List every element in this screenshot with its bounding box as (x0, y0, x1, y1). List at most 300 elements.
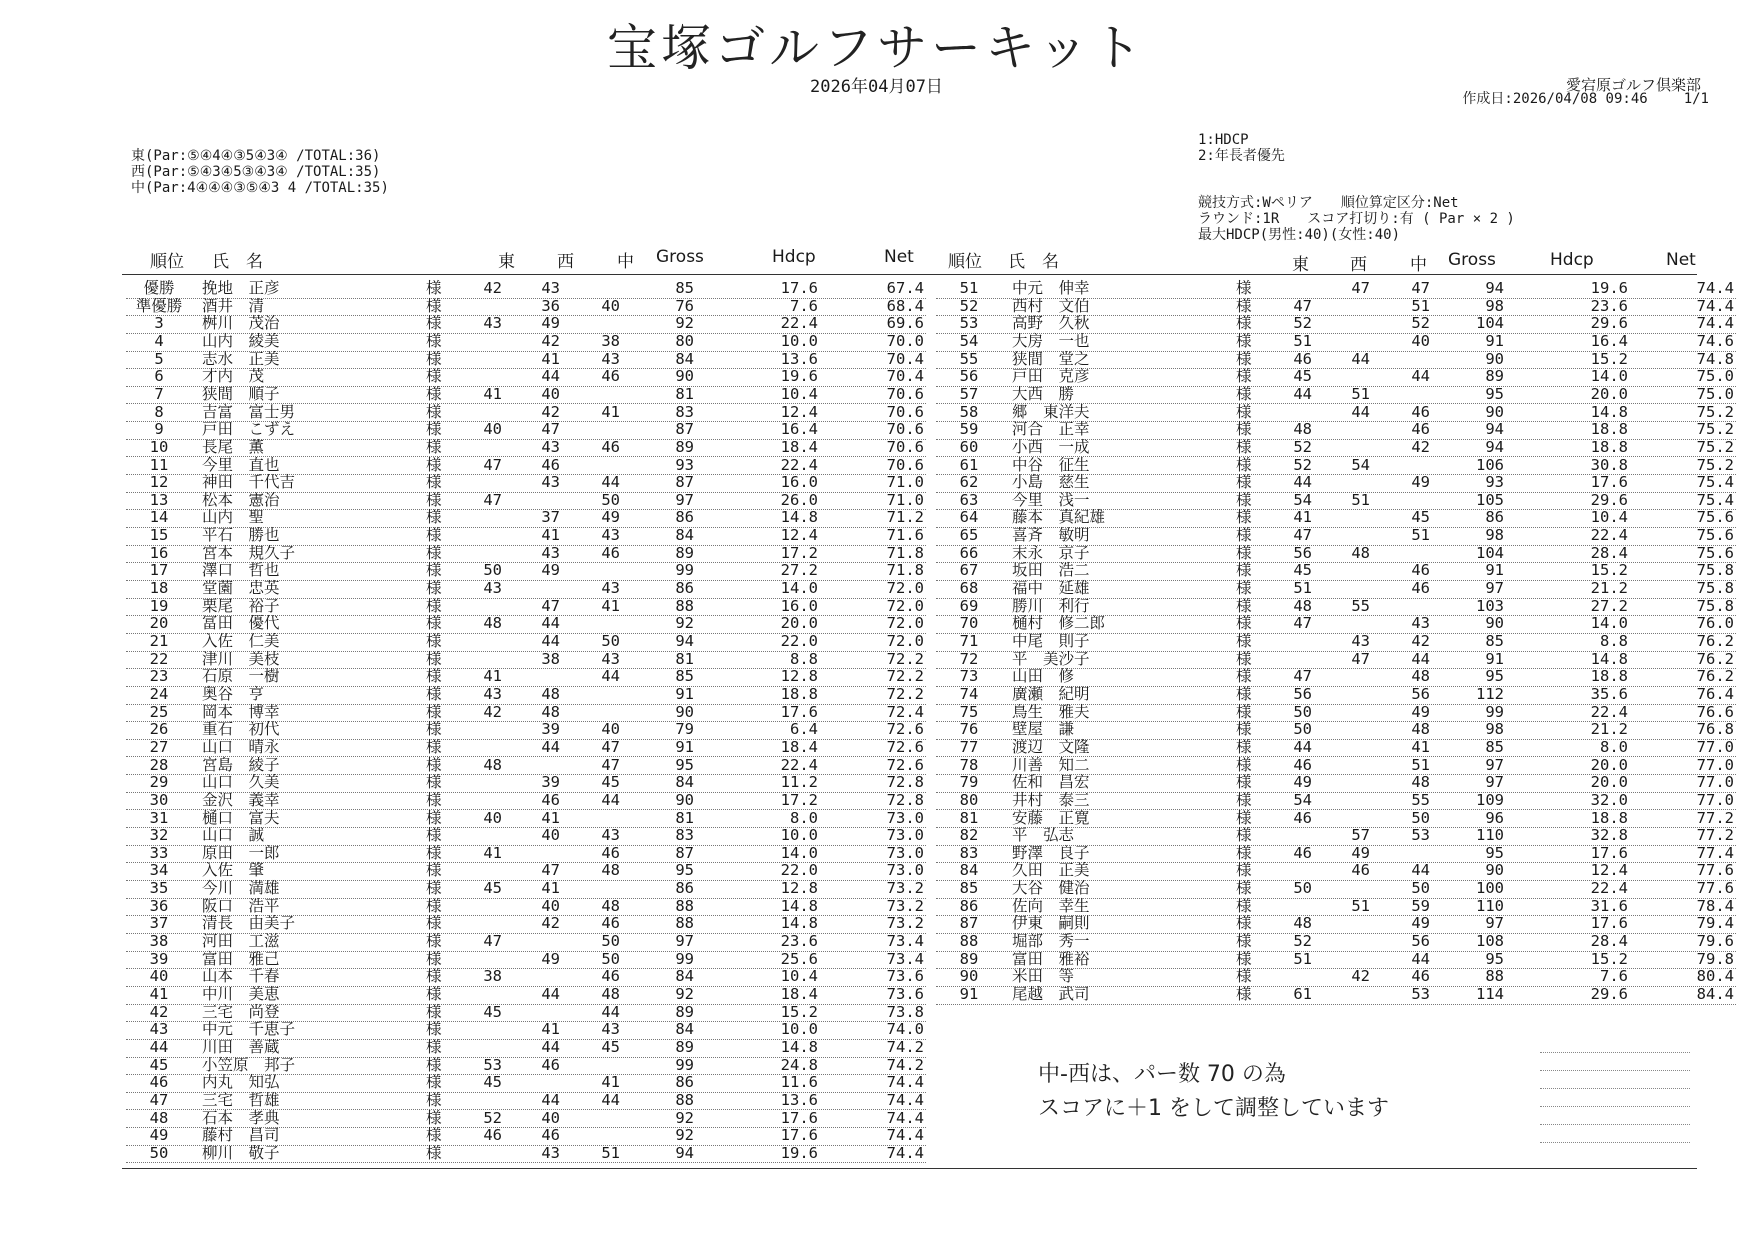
cell-hdcp: 20.0 (1590, 755, 1628, 774)
cell-name: 岡本 博幸 (202, 702, 280, 721)
cell-rank: 25 (149, 702, 169, 721)
cell-gross: 94 (1485, 437, 1504, 456)
result-row (936, 933, 1736, 952)
result-row (936, 421, 1736, 440)
cell-mid: 43 (601, 1020, 620, 1039)
cell-honorific: 様 (426, 296, 442, 315)
cell-honorific: 様 (426, 508, 442, 527)
cell-west: 39 (541, 773, 560, 792)
cell-rank: 53 (959, 314, 979, 333)
cell-rank: 43 (149, 1020, 169, 1039)
result-row (936, 386, 1736, 405)
cell-honorific: 様 (426, 879, 442, 898)
result-row (126, 880, 926, 899)
cell-gross: 103 (1476, 596, 1504, 615)
cell-gross: 95 (1485, 949, 1504, 968)
cell-net: 75.0 (1696, 384, 1734, 403)
cell-name: 入佐 仁美 (202, 632, 280, 650)
cell-rank: 45 (149, 1055, 169, 1074)
cell-rank: 32 (149, 826, 169, 845)
cell-name: 井村 泰三 (1012, 790, 1090, 809)
cell-west: 51 (1351, 896, 1370, 915)
cell-west: 41 (541, 808, 560, 827)
setting-format: 競技方式:Wペリア 順位算定区分:Net (1198, 195, 1459, 211)
cell-net: 74.4 (1696, 296, 1734, 315)
cell-mid: 47 (601, 737, 620, 756)
blank-line (1540, 1124, 1690, 1125)
cell-mid: 44 (1411, 861, 1430, 880)
cell-honorific: 様 (1236, 473, 1252, 492)
cell-honorific: 様 (426, 420, 442, 439)
header-hdcp: Hdcp (772, 247, 816, 267)
cell-rank: 優勝 (143, 279, 175, 297)
cell-name: 喜斉 敏明 (1012, 526, 1090, 545)
cell-honorific: 様 (1236, 561, 1252, 580)
cell-net: 75.8 (1696, 596, 1734, 615)
cell-hdcp: 21.2 (1590, 720, 1628, 739)
cell-gross: 92 (675, 314, 694, 333)
cell-net: 77.2 (1696, 826, 1734, 845)
cell-west: 47 (541, 861, 560, 880)
cell-rank: 34 (149, 861, 169, 880)
cell-net: 75.2 (1696, 420, 1734, 439)
cell-rank: 12 (149, 473, 169, 492)
cell-rank: 39 (149, 949, 169, 968)
cell-west: 44 (1351, 349, 1370, 368)
cell-net: 77.6 (1696, 879, 1734, 898)
cell-gross: 88 (675, 914, 694, 933)
cell-hdcp: 11.2 (780, 773, 818, 792)
cell-honorific: 様 (1236, 737, 1252, 756)
cell-gross: 88 (675, 1090, 694, 1109)
cell-net: 80.4 (1696, 967, 1734, 986)
cell-net: 73.4 (886, 932, 924, 951)
cell-gross: 88 (1485, 967, 1504, 986)
cell-rank: 18 (149, 579, 169, 598)
cell-honorific: 様 (426, 985, 442, 1003)
cell-rank: 16 (149, 543, 169, 562)
cell-gross: 91 (675, 737, 694, 756)
cell-east: 41 (1293, 508, 1312, 527)
cell-east: 42 (483, 702, 502, 721)
cell-hdcp: 31.6 (1590, 896, 1628, 915)
cell-honorific: 様 (1236, 614, 1252, 633)
cell-gross: 91 (1485, 649, 1504, 668)
cell-name: 重石 初代 (202, 720, 280, 739)
header-hdcp-right: Hdcp (1550, 250, 1594, 270)
cell-name: 阪口 浩平 (202, 896, 280, 915)
cell-mid: 46 (1411, 402, 1430, 421)
cell-net: 74.4 (886, 1126, 924, 1145)
cell-rank: 49 (149, 1126, 169, 1145)
cell-rank: 59 (959, 420, 979, 439)
cell-name: 富田 雅裕 (1012, 949, 1090, 968)
cell-net: 74.4 (886, 1108, 924, 1127)
cell-gross: 93 (1485, 473, 1504, 492)
cell-west: 42 (541, 331, 560, 350)
cell-net: 76.2 (1696, 632, 1734, 650)
cell-mid: 44 (601, 1090, 620, 1109)
header-rule (122, 274, 1697, 275)
cell-honorific: 様 (426, 1143, 442, 1162)
result-row (126, 527, 926, 546)
cell-honorific: 様 (1236, 314, 1252, 333)
cell-rank: 63 (959, 490, 979, 509)
cell-honorific: 様 (426, 896, 442, 915)
cell-mid: 50 (1411, 808, 1430, 827)
cell-honorific: 様 (426, 967, 442, 986)
result-row (936, 880, 1736, 899)
cell-mid: 40 (601, 296, 620, 315)
cell-name: 柳川 敬子 (202, 1143, 280, 1162)
cell-net: 72.0 (886, 596, 924, 615)
cell-rank: 19 (149, 596, 169, 615)
cell-net: 73.6 (886, 967, 924, 986)
cell-west: 42 (1351, 967, 1370, 986)
cell-west: 40 (541, 384, 560, 403)
cell-net: 73.0 (886, 843, 924, 862)
cell-rank: 10 (149, 437, 169, 456)
cell-hdcp: 17.6 (780, 1126, 818, 1145)
cell-honorific: 様 (1236, 543, 1252, 562)
cell-rank: 38 (149, 932, 169, 951)
cell-honorific: 様 (426, 1020, 442, 1039)
result-row (126, 1092, 926, 1111)
cell-rank: 6 (154, 367, 164, 386)
header-gross: Gross (656, 247, 704, 267)
result-row (126, 439, 926, 458)
cell-mid: 42 (1411, 632, 1430, 650)
cell-gross: 81 (675, 649, 694, 668)
cell-honorific: 様 (426, 402, 442, 421)
cell-rank: 33 (149, 843, 169, 862)
cell-net: 70.6 (886, 437, 924, 456)
cell-gross: 90 (1485, 614, 1504, 633)
cell-mid: 50 (601, 949, 620, 968)
cell-rank: 80 (959, 790, 979, 809)
cell-net: 70.0 (886, 331, 924, 350)
cell-rank: 23 (149, 667, 169, 686)
cell-mid: 52 (1411, 314, 1430, 333)
cell-honorific: 様 (1236, 579, 1252, 598)
cell-hdcp: 32.0 (1590, 790, 1628, 809)
cell-honorific: 様 (1236, 526, 1252, 545)
cell-rank: 4 (154, 331, 164, 350)
cell-honorific: 様 (1236, 349, 1252, 368)
cell-east: 50 (1293, 702, 1312, 721)
cell-mid: 56 (1411, 932, 1430, 951)
cell-west: 49 (541, 949, 560, 968)
blank-line (1540, 1088, 1690, 1089)
cell-mid: 43 (601, 526, 620, 545)
cell-honorific: 様 (1236, 684, 1252, 703)
cell-east: 47 (483, 932, 502, 951)
result-row (126, 739, 926, 758)
cell-honorific: 様 (1236, 967, 1252, 986)
cell-hdcp: 22.4 (1590, 879, 1628, 898)
cell-name: 石本 孝典 (202, 1108, 280, 1127)
cell-hdcp: 22.0 (780, 861, 818, 880)
cell-net: 79.8 (1696, 949, 1734, 968)
cell-honorific: 様 (426, 1073, 442, 1092)
cell-gross: 92 (675, 985, 694, 1003)
cell-west: 47 (541, 596, 560, 615)
cell-mid: 40 (1411, 331, 1430, 350)
header-name-right: 氏 名 (1008, 252, 1059, 272)
header-east-right: 東 (1292, 255, 1309, 275)
cell-east: 54 (1293, 490, 1312, 509)
cell-net: 72.2 (886, 649, 924, 668)
cell-hdcp: 18.8 (1590, 667, 1628, 686)
cell-gross: 109 (1476, 790, 1504, 809)
cell-honorific: 様 (426, 614, 442, 633)
cell-name: 西村 文伯 (1012, 296, 1090, 315)
cell-gross: 93 (675, 455, 694, 474)
cell-hdcp: 18.4 (780, 737, 818, 756)
cell-hdcp: 16.4 (780, 420, 818, 439)
cell-name: 坂田 浩二 (1012, 561, 1090, 580)
cell-honorific: 様 (426, 1108, 442, 1127)
cell-west: 41 (541, 526, 560, 545)
cell-west: 44 (541, 614, 560, 633)
cell-west: 41 (541, 1020, 560, 1039)
cell-west: 42 (541, 402, 560, 421)
cell-rank: 50 (149, 1143, 169, 1162)
cell-honorific: 様 (1236, 985, 1252, 1003)
cell-name: 野澤 良子 (1012, 843, 1090, 862)
cell-rank: 40 (149, 967, 169, 986)
cell-mid: 44 (601, 667, 620, 686)
cell-hdcp: 22.0 (780, 632, 818, 650)
cell-net: 70.6 (886, 455, 924, 474)
cell-gross: 94 (675, 632, 694, 650)
cell-net: 75.4 (1696, 490, 1734, 509)
cell-net: 73.2 (886, 914, 924, 933)
cell-west: 43 (541, 437, 560, 456)
cell-net: 75.8 (1696, 561, 1734, 580)
cell-honorific: 様 (426, 773, 442, 792)
result-row (936, 527, 1736, 546)
cell-gross: 85 (675, 279, 694, 297)
cell-east: 51 (1293, 949, 1312, 968)
blank-line (1540, 1070, 1690, 1071)
cell-net: 74.2 (886, 1037, 924, 1056)
cell-net: 74.8 (1696, 349, 1734, 368)
cell-east: 46 (1293, 808, 1312, 827)
cell-mid: 44 (1411, 949, 1430, 968)
cell-net: 73.8 (886, 1002, 924, 1021)
cell-mid: 41 (601, 1073, 620, 1092)
cell-name: 今川 満雄 (202, 879, 280, 898)
cell-hdcp: 16.0 (780, 596, 818, 615)
cell-gross: 108 (1476, 932, 1504, 951)
cell-gross: 90 (675, 790, 694, 809)
cell-gross: 114 (1476, 985, 1504, 1003)
tiebreak-rule-1: 1:HDCP (1198, 132, 1249, 148)
cell-hdcp: 28.4 (1590, 543, 1628, 562)
cell-east: 47 (1293, 296, 1312, 315)
cell-honorific: 様 (1236, 949, 1252, 968)
cell-hdcp: 19.6 (1590, 279, 1628, 297)
cell-gross: 98 (1485, 296, 1504, 315)
cell-rank: 90 (959, 967, 979, 986)
cell-mid: 47 (1411, 279, 1430, 297)
cell-west: 43 (541, 1143, 560, 1162)
cell-net: 72.4 (886, 702, 924, 721)
cell-gross: 104 (1476, 314, 1504, 333)
cell-honorific: 様 (426, 596, 442, 615)
cell-name: 川善 知二 (1012, 755, 1090, 774)
cell-net: 71.0 (886, 490, 924, 509)
cell-east: 52 (1293, 437, 1312, 456)
cell-gross: 92 (675, 614, 694, 633)
cell-hdcp: 13.6 (780, 349, 818, 368)
cell-mid: 47 (601, 755, 620, 774)
cell-gross: 84 (675, 1020, 694, 1039)
cell-east: 45 (1293, 561, 1312, 580)
cell-hdcp: 14.8 (1590, 649, 1628, 668)
cell-gross: 112 (1476, 684, 1504, 703)
setting-round: ラウンド:1R スコア打切り:有 ( Par × 2 ) (1198, 211, 1515, 227)
cell-gross: 100 (1476, 879, 1504, 898)
cell-mid: 59 (1411, 896, 1430, 915)
cell-west: 51 (1351, 384, 1370, 403)
cell-rank: 37 (149, 914, 169, 933)
cell-east: 41 (483, 843, 502, 862)
cell-name: 樋口 富夫 (202, 808, 280, 827)
header-west: 西 (557, 252, 574, 272)
cell-rank: 51 (959, 279, 979, 297)
cell-rank: 64 (959, 508, 979, 527)
cell-name: 宮島 綾子 (202, 755, 280, 774)
cell-net: 72.2 (886, 667, 924, 686)
cell-west: 44 (541, 367, 560, 386)
cell-name: 伊東 嗣則 (1012, 914, 1090, 933)
created-line (1462, 88, 1709, 108)
cell-honorific: 様 (1236, 773, 1252, 792)
cell-mid: 43 (601, 826, 620, 845)
cell-gross: 76 (675, 296, 694, 315)
cell-west: 54 (1351, 455, 1370, 474)
created-date: 作成日:2026/04/08 09:46 (1462, 91, 1648, 107)
cell-hdcp: 17.6 (780, 279, 818, 297)
cell-hdcp: 18.4 (780, 985, 818, 1003)
cell-west: 47 (541, 420, 560, 439)
cell-net: 74.4 (886, 1073, 924, 1092)
cell-east: 43 (483, 579, 502, 598)
cell-honorific: 様 (426, 367, 442, 386)
cell-hdcp: 19.6 (780, 1143, 818, 1162)
cell-east: 45 (483, 1002, 502, 1021)
cell-rank: 56 (959, 367, 979, 386)
cell-gross: 97 (1485, 773, 1504, 792)
cell-west: 48 (541, 684, 560, 703)
cell-west: 41 (541, 349, 560, 368)
cell-west: 46 (541, 455, 560, 474)
cell-mid: 51 (1411, 755, 1430, 774)
cell-mid: 44 (601, 473, 620, 492)
cell-name: 石原 一樹 (202, 667, 280, 686)
cell-name: 原田 一郎 (202, 843, 280, 862)
cell-hdcp: 27.2 (780, 561, 818, 580)
cell-name: 戸田 こずえ (202, 420, 296, 439)
cell-hdcp: 10.4 (1590, 508, 1628, 527)
cell-rank: 9 (154, 420, 164, 439)
cell-hdcp: 18.4 (780, 437, 818, 456)
cell-hdcp: 20.0 (780, 614, 818, 633)
cell-net: 77.2 (1696, 808, 1734, 827)
cell-honorific: 様 (426, 579, 442, 598)
note-line-2: スコアに＋1 をして調整しています (1038, 1096, 1389, 1121)
cell-rank: 52 (959, 296, 979, 315)
cell-net: 70.6 (886, 384, 924, 403)
cell-rank: 72 (959, 649, 979, 668)
cell-gross: 95 (1485, 384, 1504, 403)
cell-gross: 86 (675, 1073, 694, 1092)
cell-rank: 60 (959, 437, 979, 456)
cell-hdcp: 18.8 (780, 684, 818, 703)
cell-gross: 94 (675, 1143, 694, 1162)
cell-gross: 81 (675, 808, 694, 827)
cell-name: 小笠原 邦子 (202, 1055, 296, 1074)
cell-name: 内丸 知弘 (202, 1073, 280, 1092)
cell-east: 50 (1293, 720, 1312, 739)
cell-gross: 92 (675, 1126, 694, 1145)
cell-net: 68.4 (886, 296, 924, 315)
cell-honorific: 様 (426, 932, 442, 951)
cell-name: 桝川 茂治 (202, 314, 280, 333)
result-row (936, 633, 1736, 652)
cell-rank: 21 (149, 632, 169, 650)
cell-gross: 87 (675, 843, 694, 862)
cell-name: 中川 美恵 (202, 985, 280, 1003)
cell-east: 45 (483, 1073, 502, 1092)
cell-mid: 49 (601, 508, 620, 527)
cell-east: 46 (1293, 349, 1312, 368)
cell-mid: 48 (601, 985, 620, 1003)
cell-gross: 110 (1476, 896, 1504, 915)
cell-east: 61 (1293, 985, 1312, 1003)
cell-gross: 99 (675, 561, 694, 580)
cell-honorific: 様 (426, 490, 442, 509)
cell-mid: 49 (1411, 702, 1430, 721)
cell-rank: 7 (154, 384, 164, 403)
cell-east: 41 (483, 667, 502, 686)
cell-hdcp: 12.8 (780, 879, 818, 898)
cell-hdcp: 16.4 (1590, 331, 1628, 350)
cell-hdcp: 22.4 (1590, 526, 1628, 545)
cell-name: 河田 工滋 (202, 932, 280, 951)
cell-gross: 86 (1485, 508, 1504, 527)
cell-rank: 84 (959, 861, 979, 880)
cell-name: 中尾 則子 (1012, 632, 1090, 650)
cell-west: 49 (541, 314, 560, 333)
cell-hdcp: 25.6 (780, 949, 818, 968)
cell-net: 70.6 (886, 402, 924, 421)
result-row (126, 633, 926, 652)
cell-mid: 48 (601, 861, 620, 880)
cell-gross: 105 (1476, 490, 1504, 509)
cell-rank: 55 (959, 349, 979, 368)
result-row (126, 580, 926, 599)
result-row (126, 333, 926, 352)
cell-rank: 69 (959, 596, 979, 615)
result-row (126, 986, 926, 1005)
cell-gross: 88 (675, 896, 694, 915)
cell-net: 75.6 (1696, 526, 1734, 545)
cell-honorific: 様 (1236, 279, 1252, 297)
cell-name: 戸田 克彦 (1012, 367, 1090, 386)
